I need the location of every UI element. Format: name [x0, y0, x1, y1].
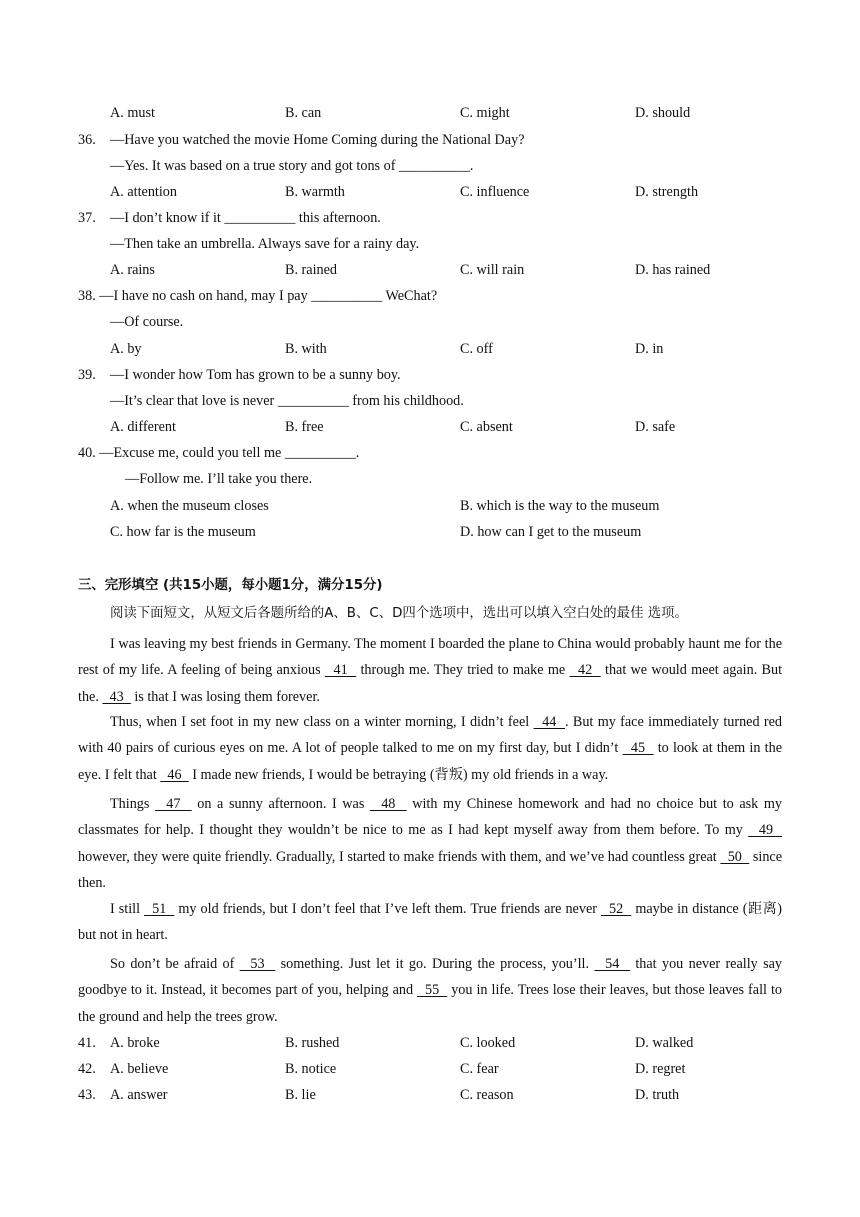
q35-option-c: C. might — [460, 105, 510, 121]
section-instruction: 阅读下面短文，从短文后各题所给的A、B、C、D四个选项中，选出可以填入空白处的最佳 选项。 — [110, 606, 688, 621]
blank-51: 51 — [144, 901, 175, 917]
blank-48: 48 — [369, 796, 407, 812]
option-b: B. warmth — [285, 184, 345, 200]
question-number: 37. — [78, 210, 96, 226]
section-heading: 三、完形填空 (共15小题，每小题1分，满分15分) — [78, 578, 383, 593]
question-line: —Of course. — [110, 314, 184, 330]
blank-54: 54 — [594, 956, 630, 972]
option-d: D. has rained — [635, 262, 711, 278]
option-d: D. how can I get to the museum — [460, 524, 642, 540]
option-c: C. fear — [460, 1061, 499, 1077]
option-d: D. in — [635, 341, 664, 357]
option-d: D. strength — [635, 184, 699, 200]
option-c: C. looked — [460, 1035, 516, 1051]
passage-paragraph-3: Things 47 on a sunny afternoon. I was 48 with my Chinese homework and had no choice but to ask my classmates for help. I thought they wouldn’t be nice to me as I had kept myself away from them before. To my 49 however, they were quite friendly. Gradually, I started to make friends with them, and we’ve had countless great 50 since then. — [78, 796, 783, 891]
question-line: 38. —I have no cash on hand, may I pay __________ WeChat? — [78, 288, 438, 304]
question-number: 41. — [78, 1035, 96, 1051]
option-d: D. truth — [635, 1087, 680, 1103]
option-b: B. with — [285, 341, 327, 357]
option-a: A. different — [110, 419, 176, 435]
option-a: A. attention — [110, 184, 177, 200]
question-line: —It’s clear that love is never __________ from his childhood. — [110, 393, 464, 409]
question-number: 39. — [78, 367, 96, 383]
option-a: A. by — [110, 341, 142, 357]
question-line: —Yes. It was based on a true story and got tons of __________. — [110, 158, 474, 174]
blank-52: 52 — [601, 901, 632, 917]
option-d: D. regret — [635, 1061, 686, 1077]
option-b: B. rained — [285, 262, 338, 278]
option-b: B. which is the way to the museum — [460, 498, 660, 514]
option-d: D. walked — [635, 1035, 694, 1051]
passage-paragraph-2: Thus, when I set foot in my new class on a winter morning, I didn’t feel 44 . But my face immediately turned red with 40 pairs of curious eyes on me. A lot of people talked to me on my first day, but I didn’t 45 to look at them in the eye. I felt that 46 I made new friends, I would be betraying (背叛) my old friends in a way. — [78, 714, 783, 783]
option-a: A. rains — [110, 262, 155, 278]
blank-47: 47 — [155, 796, 192, 812]
question-line: —I wonder how Tom has grown to be a sunny boy. — [110, 367, 401, 383]
option-a: A. believe — [110, 1061, 169, 1077]
blank-44: 44 — [533, 714, 565, 730]
option-b: B. lie — [285, 1087, 316, 1103]
question-line: —I don’t know if it __________ this afternoon. — [110, 210, 381, 226]
option-c: C. influence — [460, 184, 530, 200]
option-a: A. when the museum closes — [110, 498, 269, 514]
option-d: D. safe — [635, 419, 676, 435]
blank-55: 55 — [417, 982, 448, 999]
question-number: 43. — [78, 1087, 96, 1103]
blank-43: 43 — [102, 688, 131, 705]
q35-option-a: A. must — [110, 105, 155, 121]
question-line: 40. —Excuse me, could you tell me __________. — [78, 445, 360, 461]
question-line: —Then take an umbrella. Always save for a rainy day. — [110, 236, 420, 252]
question-number: 42. — [78, 1061, 96, 1077]
blank-42: 42 — [569, 662, 601, 679]
question-line: —Follow me. I’ll take you there. — [125, 471, 313, 487]
blank-53: 53 — [239, 956, 276, 972]
option-b: B. rushed — [285, 1035, 340, 1051]
option-c: C. absent — [460, 419, 513, 435]
passage-paragraph-1: I was leaving my best friends in Germany. The moment I boarded the plane to China would probably haunt me for the rest of my life. A feeling of being anxious 41 through me. They tried to make me 42 that we would meet again. But the. 43 is that I was losing them forever. — [78, 636, 783, 705]
question-number: 36. — [78, 132, 96, 148]
option-a: A. answer — [110, 1087, 168, 1103]
blank-41: 41 — [324, 662, 357, 679]
option-c: C. how far is the museum — [110, 524, 256, 540]
blank-46: 46 — [160, 766, 189, 783]
blank-49: 49 — [748, 822, 782, 839]
passage-paragraph-4: I still 51 my old friends, but I don’t feel that I’ve left them. True friends are never 52 maybe in distance (距离) but not in heart. — [78, 901, 783, 944]
question-line: —Have you watched the movie Home Coming during the National Day? — [110, 132, 525, 148]
option-b: B. notice — [285, 1061, 337, 1077]
q35-option-d: D. should — [635, 105, 691, 121]
option-c: C. off — [460, 341, 493, 357]
blank-50: 50 — [720, 848, 750, 865]
passage-paragraph-5: So don’t be afraid of 53 something. Just let it go. During the process, you’ll. 54 that you never really say goodbye to it. Instead, it becomes part of you, helping and 55 you in life. Trees lose their leaves, but those leaves fall to the ground and help the trees grow. — [78, 956, 783, 1025]
option-a: A. broke — [110, 1035, 160, 1051]
option-c: C. will rain — [460, 262, 525, 278]
option-b: B. free — [285, 419, 324, 435]
q35-option-b: B. can — [285, 105, 322, 121]
option-c: C. reason — [460, 1087, 514, 1103]
blank-45: 45 — [622, 740, 654, 757]
